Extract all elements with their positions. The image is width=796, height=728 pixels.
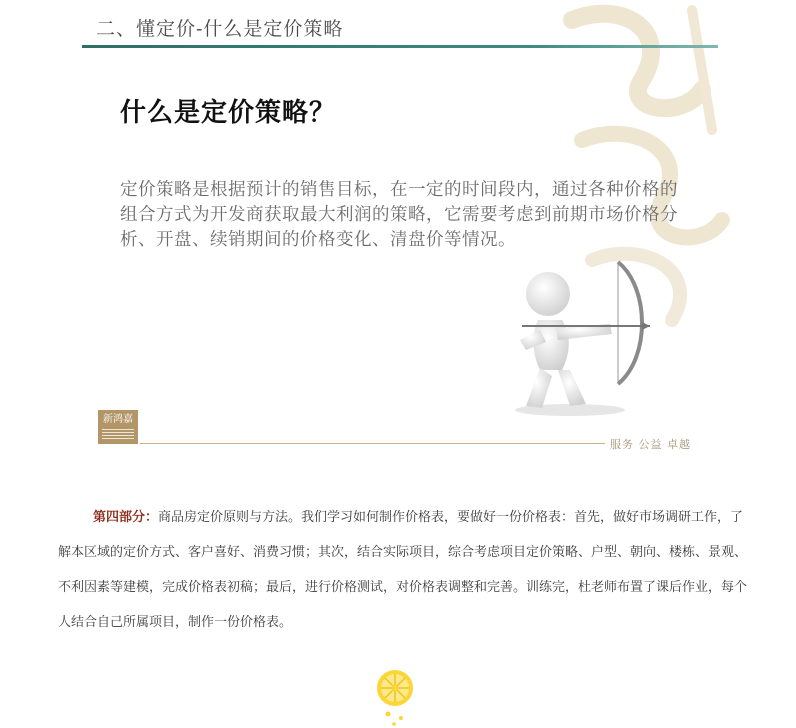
slide-body-text: 定价策略是根据预计的销售目标，在一定的时间段内，通过各种价格的组合方式为开发商获取最大利润的策略，它需要考虑到前期市场价格分析、开盘、续销期间的价格变化、清盘价等情况。 bbox=[120, 180, 678, 250]
slide-title: 什么是定价策略？ bbox=[120, 98, 337, 128]
archer-figure-icon bbox=[500, 258, 660, 418]
section-header: 二、懂定价-什么是定价策略 bbox=[96, 18, 344, 40]
logo-text: 新鸿嘉 bbox=[103, 414, 133, 425]
footer-slogan: 服务 公益 卓越 bbox=[610, 438, 691, 451]
header-divider bbox=[82, 45, 718, 48]
footer-divider bbox=[140, 443, 605, 444]
article-lead: 第四部分： bbox=[93, 510, 159, 525]
logo-fine-print bbox=[102, 429, 134, 441]
article-paragraph bbox=[58, 500, 748, 640]
article-text: 商品房定价原则与方法。我们学习如何制作价格表，要做好一份价格表：首先，做好市场调研工作，了解本区域的定价方式、客户喜好、消费习惯；其次，结合实际项目，综合考虑项目定价策略、户型、朝向、楼栋、景观、不利因素等建模，完成价格表初稿；最后，进行价格测试，对价格表调整和完善。训练完，杜老师布置了课后作业，每个人结合自己所属项目，制作一份价格表。 bbox=[58, 510, 748, 630]
slide-image bbox=[82, 0, 732, 470]
lemon-slice-icon bbox=[370, 668, 420, 728]
company-logo bbox=[98, 410, 138, 444]
